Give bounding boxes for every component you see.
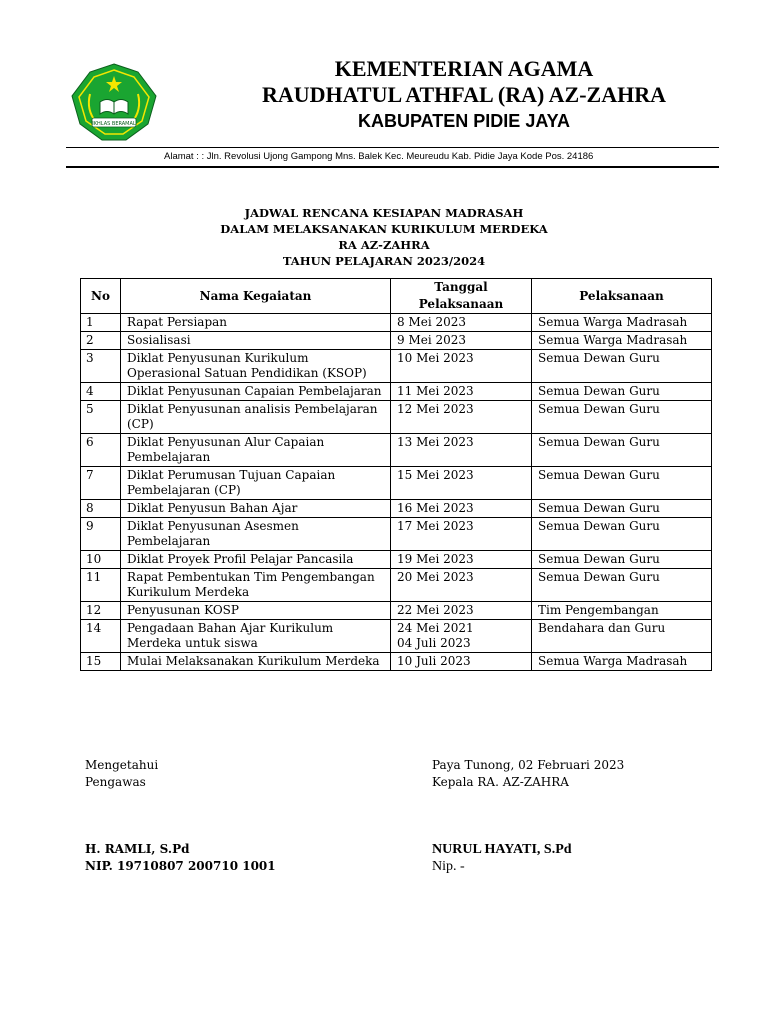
document-title	[0, 205, 768, 269]
cell-executor: Semua Warga Madrasah	[532, 314, 712, 332]
cell-date: 12 Mei 2023	[391, 401, 532, 434]
cell-executor: Tim Pengembangan	[532, 602, 712, 620]
cell-no: 15	[81, 653, 121, 671]
cell-no: 11	[81, 569, 121, 602]
table-row	[81, 332, 712, 350]
table-row	[81, 620, 712, 653]
cell-date: 16 Mei 2023	[391, 500, 532, 518]
cell-date: 9 Mei 2023	[391, 332, 532, 350]
cell-activity: Mulai Melaksanakan Kurikulum Merdeka	[121, 653, 391, 671]
cell-no: 1	[81, 314, 121, 332]
table-row	[81, 500, 712, 518]
cell-date: 22 Mei 2023	[391, 602, 532, 620]
cell-no: 4	[81, 383, 121, 401]
cell-date: 8 Mei 2023	[391, 314, 532, 332]
cell-executor: Semua Dewan Guru	[532, 434, 712, 467]
header-divider-top	[66, 147, 719, 148]
cell-no: 6	[81, 434, 121, 467]
cell-date: 13 Mei 2023	[391, 434, 532, 467]
table-row	[81, 383, 712, 401]
right-sign-place-date: Paya Tunong, 02 Februari 2023	[432, 758, 625, 772]
org-name-line2: RAUDHATUL ATHFAL (RA) AZ-ZAHRA	[262, 82, 666, 107]
cell-activity: Diklat Proyek Profil Pelajar Pancasila	[121, 551, 391, 569]
cell-activity: Diklat Penyusunan Capaian Pembelajaran	[121, 383, 391, 401]
cell-executor: Bendahara dan Guru	[532, 620, 712, 653]
svg-text:IKHLAS BERAMAL: IKHLAS BERAMAL	[92, 121, 136, 127]
cell-no: 9	[81, 518, 121, 551]
schedule-table	[80, 278, 712, 671]
table-row	[81, 518, 712, 551]
cell-executor: Semua Warga Madrasah	[532, 332, 712, 350]
table-row	[81, 602, 712, 620]
cell-executor: Semua Dewan Guru	[532, 500, 712, 518]
cell-activity: Rapat Pembentukan Tim Pengembangan Kurikulum Merdeka	[121, 569, 391, 602]
table-row	[81, 401, 712, 434]
ministry-logo-icon	[70, 62, 158, 142]
table-row	[81, 434, 712, 467]
cell-executor: Semua Dewan Guru	[532, 350, 712, 383]
table-row	[81, 551, 712, 569]
header-date: Tanggal Pelaksanaan	[391, 279, 532, 314]
cell-no: 12	[81, 602, 121, 620]
cell-executor: Semua Dewan Guru	[532, 518, 712, 551]
cell-date: 11 Mei 2023	[391, 383, 532, 401]
cell-executor: Semua Dewan Guru	[532, 569, 712, 602]
cell-date: 15 Mei 2023	[391, 467, 532, 500]
left-sign-name: H. RAMLI, S.Pd	[85, 842, 190, 856]
cell-date: 10 Mei 2023	[391, 350, 532, 383]
right-sign-nip: Nip. -	[432, 859, 465, 874]
header-activity: Nama Kegaiatan	[121, 279, 391, 314]
cell-executor: Semua Dewan Guru	[532, 551, 712, 569]
cell-date: 20 Mei 2023	[391, 569, 532, 602]
cell-no: 7	[81, 467, 121, 500]
cell-date: 10 Juli 2023	[391, 653, 532, 671]
header-divider-bottom	[66, 166, 719, 168]
cell-activity: Diklat Penyusunan analisis Pembelajaran (CP)	[121, 401, 391, 434]
cell-activity: Pengadaan Bahan Ajar Kurikulum Merdeka untuk siswa	[121, 620, 391, 653]
cell-date: 24 Mei 2021 04 Juli 2023	[391, 620, 532, 653]
cell-no: 2	[81, 332, 121, 350]
cell-date: 19 Mei 2023	[391, 551, 532, 569]
right-sign-position: Kepala RA. AZ-ZAHRA	[432, 775, 569, 789]
left-sign-line2: Pengawas	[85, 775, 146, 789]
cell-activity: Sosialisasi	[121, 332, 391, 350]
cell-activity: Rapat Persiapan	[121, 314, 391, 332]
table-row	[81, 653, 712, 671]
cell-activity: Diklat Penyusun Bahan Ajar	[121, 500, 391, 518]
cell-no: 5	[81, 401, 121, 434]
cell-activity: Diklat Perumusan Tujuan Capaian Pembelajaran (CP)	[121, 467, 391, 500]
table-row	[81, 314, 712, 332]
cell-no: 10	[81, 551, 121, 569]
cell-no: 8	[81, 500, 121, 518]
cell-date: 17 Mei 2023	[391, 518, 532, 551]
cell-no: 3	[81, 350, 121, 383]
header-executor: Pelaksanaan	[532, 279, 712, 314]
header-no: No	[81, 279, 121, 314]
org-name-line3: KABUPATEN PIDIE JAYA	[357, 111, 571, 131]
cell-activity: Penyusunan KOSP	[121, 602, 391, 620]
table-row	[81, 467, 712, 500]
title-line2: DALAM MELAKSANAKAN KURIKULUM MERDEKA	[220, 222, 548, 236]
cell-no: 14	[81, 620, 121, 653]
cell-executor: Semua Dewan Guru	[532, 383, 712, 401]
cell-executor: Semua Dewan Guru	[532, 467, 712, 500]
right-sign-name: NURUL HAYATI, S.Pd	[432, 842, 572, 857]
title-line3: RA AZ-ZAHRA	[338, 238, 430, 252]
table-header-row	[81, 279, 712, 314]
cell-executor: Semua Dewan Guru	[532, 401, 712, 434]
address-text: Alamat : : Jln. Revolusi Ujong Gampong Mns. Balek Kec. Meureudu Kab. Pidie Jaya Kode Pos. 24186	[164, 151, 594, 162]
cell-activity: Diklat Penyusunan Alur Capaian Pembelajaran	[121, 434, 391, 467]
org-name-line1: KEMENTERIAN AGAMA	[334, 56, 594, 81]
table-row	[81, 350, 712, 383]
cell-activity: Diklat Penyusunan Kurikulum Operasional Satuan Pendidikan (KSOP)	[121, 350, 391, 383]
left-sign-nip: NIP. 19710807 200710 1001	[85, 859, 276, 873]
table-row	[81, 569, 712, 602]
left-sign-line1: Mengetahui	[85, 758, 159, 772]
title-line1: JADWAL RENCANA KESIAPAN MADRASAH	[244, 206, 524, 220]
cell-executor: Semua Warga Madrasah	[532, 653, 712, 671]
title-line4: TAHUN PELAJARAN 2023/2024	[282, 254, 486, 268]
cell-activity: Diklat Penyusunan Asesmen Pembelajaran	[121, 518, 391, 551]
